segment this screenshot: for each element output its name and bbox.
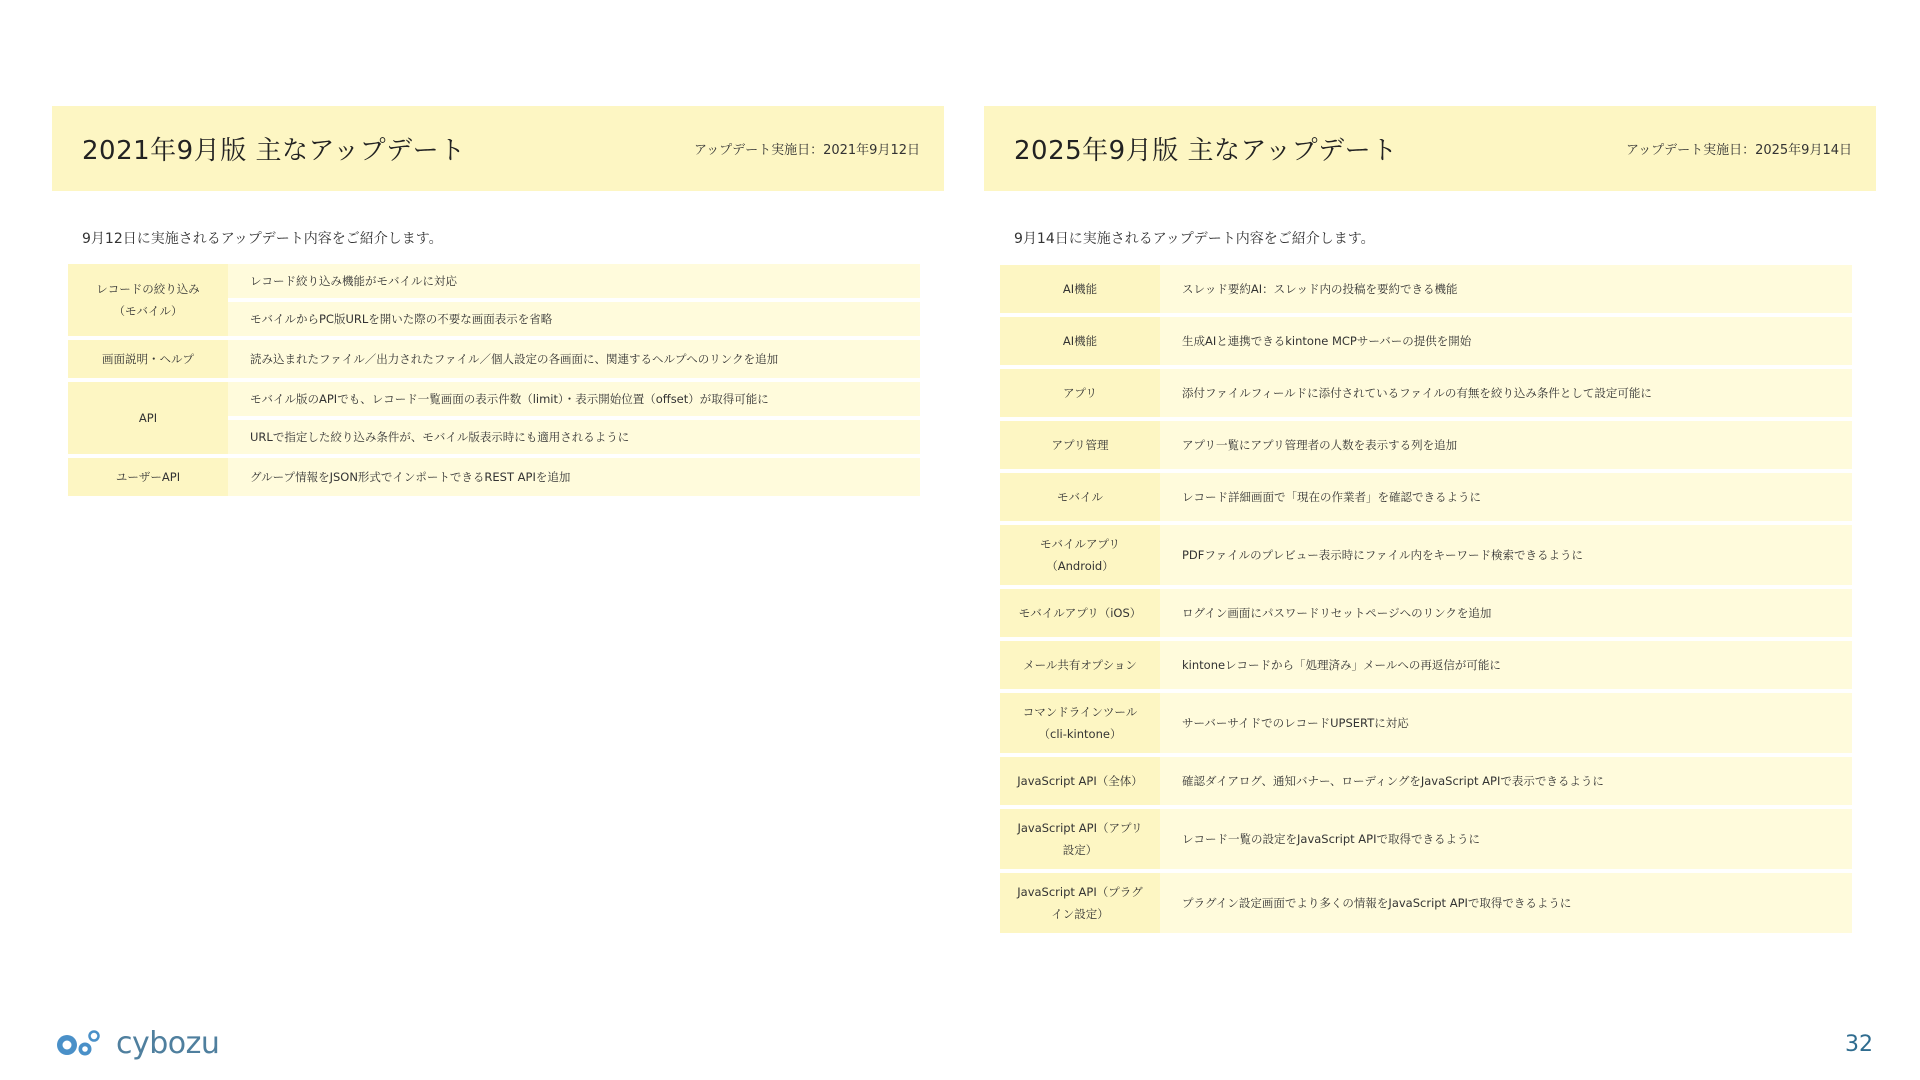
description-cell: プラグイン設定画面でより多くの情報をJavaScript APIで取得できるように	[1160, 873, 1852, 933]
description-cell: URLで指定した絞り込み条件が、モバイル版表示時にも適用されるように	[228, 420, 920, 454]
category-label: ユーザーAPI	[115, 470, 181, 484]
table-row	[68, 458, 920, 496]
table-row	[1000, 589, 1852, 637]
category-label: 画面説明・ヘルプ	[102, 352, 194, 366]
category-cell	[1000, 873, 1160, 933]
category-cell	[68, 264, 228, 336]
category-label: JavaScript API（アプリ	[1017, 821, 1143, 835]
category-cell	[1000, 369, 1160, 417]
table-row	[1000, 809, 1852, 869]
category-cell	[1000, 265, 1160, 313]
description-cell: サーバーサイドでのレコードUPSERTに対応	[1160, 693, 1852, 753]
category-cell	[1000, 525, 1160, 585]
category-label: モバイル	[1057, 490, 1103, 504]
cybozu-logo	[54, 1025, 219, 1061]
description-cell: グループ情報をJSON形式でインポートできるREST APIを追加	[228, 458, 920, 496]
table-row	[1000, 369, 1852, 417]
category-label: （cli-kintone）	[1038, 727, 1122, 741]
category-cell	[68, 340, 228, 378]
category-cell	[1000, 809, 1160, 869]
description-cell: レコード絞り込み機能がモバイルに対応	[228, 264, 920, 298]
category-label: （モバイル）	[113, 304, 183, 318]
page-number: 32	[1845, 1032, 1873, 1057]
category-cell	[1000, 589, 1160, 637]
category-label: AI機能	[1062, 282, 1098, 296]
category-cell	[68, 382, 228, 454]
description-cell: 確認ダイアログ、通知バナー、ローディングをJavaScript APIで表示できるように	[1160, 757, 1852, 805]
category-label: アプリ	[1062, 386, 1098, 400]
table-row	[1000, 265, 1852, 313]
description-cell: レコード一覧の設定をJavaScript APIで取得できるように	[1160, 809, 1852, 869]
category-cell	[1000, 473, 1160, 521]
category-label: メール共有オプション	[1023, 658, 1137, 672]
update-panel-2021	[52, 106, 944, 500]
category-cell	[1000, 641, 1160, 689]
category-label: レコードの絞り込み	[96, 282, 200, 296]
category-cell	[1000, 757, 1160, 805]
category-label: JavaScript API（全体）	[1017, 774, 1143, 788]
update-table	[1000, 261, 1852, 937]
category-label: （Android）	[1046, 559, 1114, 573]
table-row	[1000, 525, 1852, 585]
update-date: アップデート実施日：2021年9月12日	[694, 143, 920, 158]
category-cell	[68, 458, 228, 496]
panel-intro: 9月14日に実施されるアップデート内容をご紹介します。	[1014, 231, 1375, 247]
table-row	[1000, 317, 1852, 365]
description-cell: kintoneレコードから「処理済み」メールへの再返信が可能に	[1160, 641, 1852, 689]
category-label: API	[138, 411, 158, 425]
logo-text: cybozu	[116, 1025, 220, 1061]
panel-intro: 9月12日に実施されるアップデート内容をご紹介します。	[82, 231, 443, 247]
panel-header	[984, 106, 1876, 191]
update-date: アップデート実施日：2025年9月14日	[1626, 143, 1852, 158]
panel-header	[52, 106, 944, 191]
category-label: AI機能	[1062, 334, 1098, 348]
description-cell: PDFファイルのプレビュー表示時にファイル内をキーワード検索できるように	[1160, 525, 1852, 585]
description-cell: 添付ファイルフィールドに添付されているファイルの有無を絞り込み条件として設定可能に	[1160, 369, 1852, 417]
table-row	[68, 382, 920, 454]
category-label: モバイルアプリ（iOS）	[1018, 606, 1142, 620]
table-row	[1000, 873, 1852, 933]
category-cell	[1000, 421, 1160, 469]
description-group	[228, 264, 920, 336]
description-cell: アプリ一覧にアプリ管理者の人数を表示する列を追加	[1160, 421, 1852, 469]
table-row	[1000, 757, 1852, 805]
description-cell: 生成AIと連携できるkintone MCPサーバーの提供を開始	[1160, 317, 1852, 365]
panel-title: 2021年9月版 主なアップデート	[82, 136, 466, 166]
table-row	[68, 340, 920, 378]
category-label: コマンドラインツール	[1022, 705, 1138, 719]
category-label: JavaScript API（プラグ	[1017, 885, 1143, 899]
description-cell: レコード詳細画面で「現在の作業者」を確認できるように	[1160, 473, 1852, 521]
description-cell: ログイン画面にパスワードリセットページへのリンクを追加	[1160, 589, 1852, 637]
category-label: イン設定）	[1051, 907, 1109, 921]
table-row	[1000, 473, 1852, 521]
category-label: モバイルアプリ	[1039, 537, 1121, 551]
category-label: 設定）	[1062, 843, 1098, 857]
table-row	[1000, 421, 1852, 469]
update-table	[68, 260, 920, 500]
update-panel-2025	[984, 106, 1876, 937]
category-cell	[1000, 317, 1160, 365]
description-cell: モバイルからPC版URLを開いた際の不要な画面表示を省略	[228, 302, 920, 336]
table-row	[68, 264, 920, 336]
category-cell	[1000, 693, 1160, 753]
description-cell: 読み込まれたファイル／出力されたファイル／個人設定の各画面に、関連するヘルプへのリンクを追加	[228, 340, 920, 378]
description-cell: スレッド要約AI：スレッド内の投稿を要約できる機能	[1160, 265, 1852, 313]
category-label: アプリ管理	[1051, 438, 1109, 452]
table-row	[1000, 641, 1852, 689]
description-cell: モバイル版のAPIでも、レコード一覧画面の表示件数（limit）・表示開始位置（offset）が取得可能に	[228, 382, 920, 416]
description-group	[228, 382, 920, 454]
table-row	[1000, 693, 1852, 753]
cybozu-logo-icon	[54, 1025, 110, 1061]
panel-title: 2025年9月版 主なアップデート	[1014, 136, 1398, 166]
